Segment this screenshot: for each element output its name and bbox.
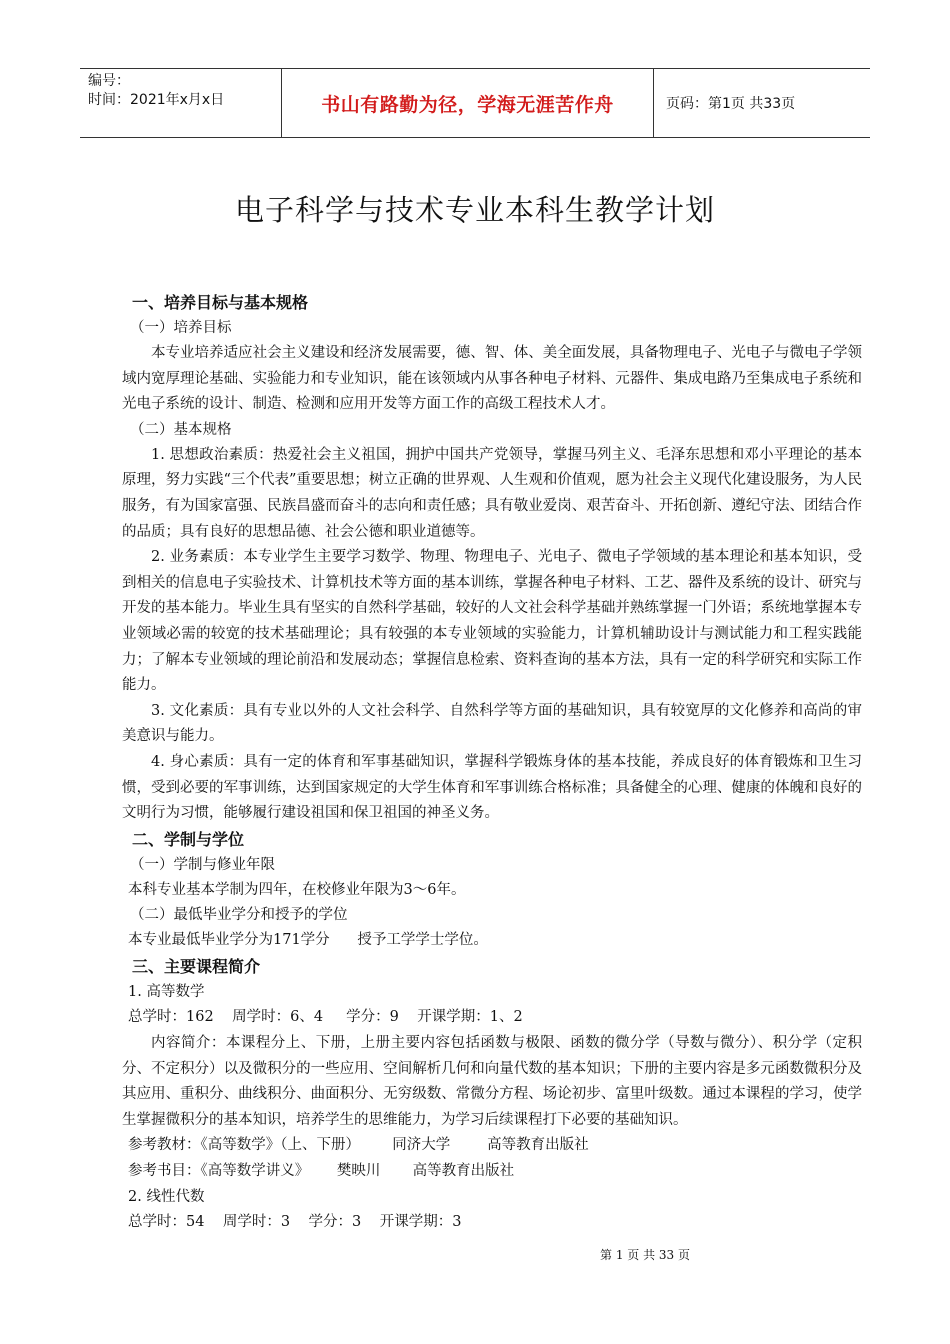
- header-page-info: 页码：第1页 共33页: [666, 96, 796, 112]
- subsection-heading: （二）基本规格: [130, 421, 232, 438]
- course-reference: 参考书目：《高等数学讲义》 樊映川 高等教育出版社: [128, 1163, 515, 1180]
- subsection-heading: （一）学制与修业年限: [130, 856, 275, 873]
- course-hours: 总学时：54 周学时：3 学分：3 开课学期：3: [128, 1214, 462, 1231]
- course-name: 1. 高等数学: [128, 983, 205, 1000]
- page-header: [80, 68, 870, 138]
- paragraph: 本科专业基本学制为四年，在校修业年限为3～6年。: [128, 881, 466, 898]
- section-heading: 三、主要课程简介: [132, 956, 261, 976]
- course-hours: 总学时：162 周学时：6、4 学分：9 开课学期：1、2: [128, 1009, 523, 1026]
- section-heading: 二、学制与学位: [132, 829, 245, 849]
- course-intro: 内容简介：本课程分上、下册，上册主要内容包括函数与极限、函数的微分学（导数与微分）、积分学（定积分、不定积分）以及微积分的一些应用、空间解析几何和向量代数的基本知识；下册的主要内容是多元函数微积分及其应用、重积分、曲线积分、曲面积分、无穷级数、常微分方程、场论初步、富里叶级数。通过本课程的学习，使学生掌握微积分的基本知识，培养学生的思维能力，为学习后续课程打下必要的基础知识。: [122, 1035, 862, 1128]
- paragraph: 2. 业务素质：本专业学生主要学习数学、物理、物理电子、光电子、微电子学领域的基本理论和基本知识，受到相关的信息电子实验技术、计算机技术等方面的基本训练，掌握各种电子材料、工艺、器件及系统的设计、研究与开发的基本能力。毕业生具有坚实的自然科学基础，较好的人文社会科学基础并熟练掌握一门外语；系统地掌握本专业领域必需的较宽的技术基础理论；具有较强的本专业领域的实验能力，计算机辅助设计与测试能力和工程实践能力；了解本专业领域的理论前沿和发展动态；掌握信息检索、资料查询的基本方法，具有一定的科学研究和实际工作能力。: [122, 549, 862, 694]
- paragraph: 1. 思想政治素质：热爱社会主义祖国，拥护中国共产党领导，掌握马列主义、毛泽东思想和邓小平理论的基本原理，努力实践“三个代表”重要思想；树立正确的世界观、人生观和价值观，愿为社会主义现代化建设服务，为人民服务，有为国家富强、民族昌盛而奋斗的志向和责任感；具有敬业爱岗、艰苦奋斗、开拓创新、遵纪守法、团结合作的品质；具有良好的思想品德、社会公德和职业道德等。: [122, 446, 862, 540]
- subsection-heading: （一）培养目标: [130, 320, 232, 336]
- course-textbook: 参考教材：《高等数学》（上、下册） 同济大学 高等教育出版社: [128, 1137, 589, 1154]
- paragraph: 3. 文化素质：具有专业以外的人文社会科学、自然科学等方面的基础知识，具有较宽厚的文化修养和高尚的审美意识与能力。: [122, 702, 862, 745]
- date-label: 时间：2021年x月x日: [88, 92, 225, 108]
- paragraph: 本专业培养适应社会主义建设和经济发展需要，德、智、体、美全面发展，具备物理电子、光电子与微电子学领域内宽厚理论基础、实验能力和专业知识，能在该领域内从事各种电子材料、元器件、集成电路乃至集成电子系统和光电子系统的设计、制造、检测和应用开发等方面工作的高级工程技术人才。: [122, 345, 862, 413]
- paragraph: 4. 身心素质：具有一定的体育和军事基础知识，掌握科学锻炼身体的基本技能，养成良好的体育锻炼和卫生习惯，受到必要的军事训练，达到国家规定的大学生体育和军事训练合格标准；具备健全的心理、健康的体魄和良好的文明行为习惯，能够履行建设祖国和保卫祖国的神圣义务。: [122, 753, 862, 822]
- page-footer: 第 1 页 共 33 页: [600, 1248, 690, 1262]
- header-meta: [80, 69, 282, 137]
- header-motto: 书山有路勤为径，学海无涯苦作舟: [282, 69, 654, 137]
- subsection-heading: （二）最低毕业学分和授予的学位: [130, 907, 348, 924]
- document-title: 电子科学与技术专业本科生教学计划: [234, 193, 715, 227]
- section-heading: 一、培养目标与基本规格: [132, 293, 309, 312]
- paragraph: 本专业最低毕业学分为171学分 授予工学学士学位。: [128, 932, 488, 949]
- document-body: [122, 290, 862, 1236]
- course-name: 2. 线性代数: [128, 1188, 205, 1205]
- number-label: 编号：: [88, 73, 130, 89]
